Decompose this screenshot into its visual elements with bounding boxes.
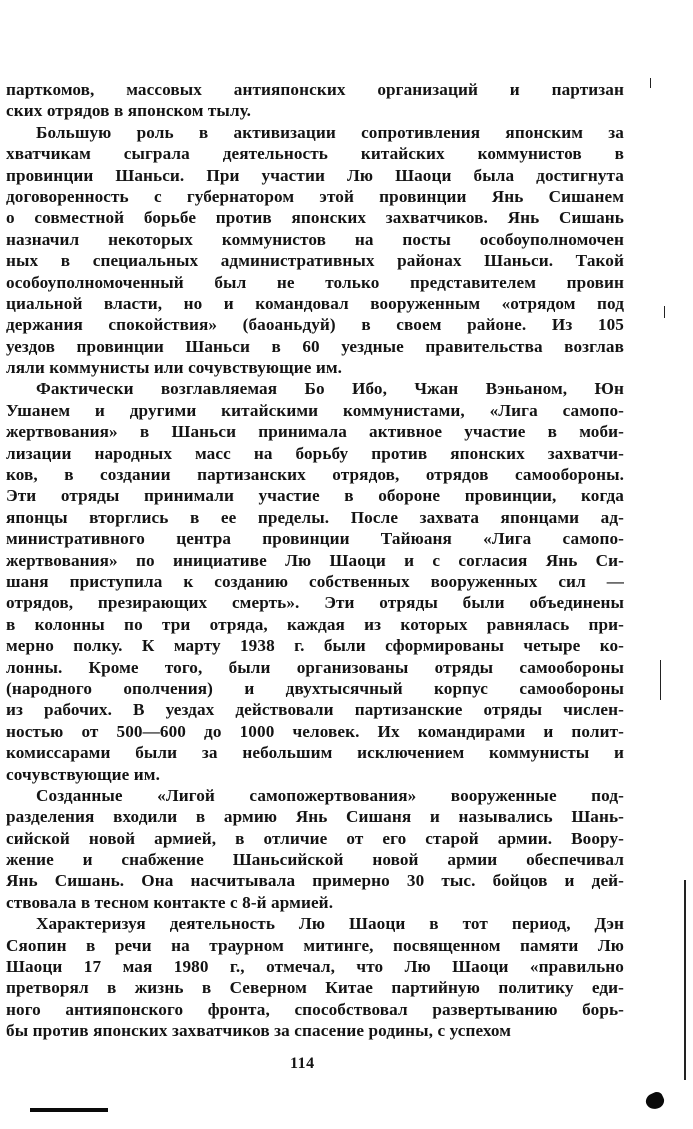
text-line: разделения входили в армию Янь Сишаня и назывались Шань-: [6, 807, 624, 827]
text-line: Эти отряды принимали участие в обороне провинции, когда: [6, 486, 624, 506]
text-line: ного антияпонского фронта, способствовал развертыванию борь-: [6, 999, 624, 1019]
text-line: особоуполномоченный был не только представителем провин: [6, 272, 624, 292]
scan-edge-mark: [650, 78, 651, 88]
text-line: претворял в жизнь в Северном Китае партийную политику еди-: [6, 978, 624, 998]
text-line: хватчикам сыграла деятельность китайских коммунистов в: [6, 144, 624, 164]
text-line: договоренность с губернатором этой провинции Янь Сишанем: [6, 186, 624, 206]
text-line: в колонны по три отряда, каждая из которых равнялась при-: [6, 614, 624, 634]
text-line: ствовала в тесном контакте с 8-й армией.: [6, 892, 334, 912]
text-line: жение и снабжение Шаньсийской новой армии обеспечивал: [6, 850, 624, 870]
text-line: (народного ополчения) и двухтысячный корпус самообороны: [6, 678, 624, 698]
text-line: Янь Сишань. Она насчитывала примерно 30 тыс. бойцов и дей-: [6, 871, 624, 891]
text-line: японцы вторглись в ее пределы. После захвата японцами ад-: [6, 507, 624, 527]
text-line: сийской новой армией, в отличие от его старой армии. Воору-: [6, 828, 624, 848]
text-line: Созданные «Лигой самопожертвования» вооруженные под-: [36, 785, 624, 805]
text-line: ностью от 500—600 до 1000 человек. Их командирами и полит-: [6, 721, 624, 741]
text-line: парткомов, массовых антияпонских организаций и партизан: [6, 80, 624, 99]
text-line: мерно полку. К марту 1938 г. были сформированы четыре ко-: [6, 636, 624, 656]
text-line: ков, в создании партизанских отрядов, отрядов самообороны.: [6, 465, 624, 485]
paragraph: [6, 378, 624, 784]
paragraph: [6, 913, 624, 1041]
scan-artifact-blot: [643, 1090, 666, 1112]
text-line: Сяопин в речи на траурном митинге, посвященном памяти Лю: [6, 935, 624, 955]
text-line: шаня приступила к созданию собственных вооруженных сил —: [6, 571, 624, 591]
scan-edge-mark: [660, 660, 661, 700]
text-line: ляли коммунисты или сочувствующие им.: [6, 358, 343, 378]
scan-edge-mark: [664, 306, 665, 318]
text-line: ских отрядов в японском тылу.: [6, 101, 252, 121]
text-line: о совместной борьбе против японских захватчиков. Янь Сишань: [6, 208, 624, 228]
text-line: лонны. Кроме того, были организованы отряды самообороны: [6, 657, 624, 677]
text-line: министративного центра провинции Тайюаня «Лига самопо-: [6, 529, 624, 549]
text-line: назначил некоторых коммунистов на посты особоуполномочен: [6, 229, 624, 249]
text-line: комиссарами были за небольшим исключением коммунисты и: [6, 743, 624, 763]
text-line: отрядов, презирающих смерть». Эти отряды были объединены: [6, 593, 624, 613]
text-line: держания спокойствия» (баоаньдуй) в своем районе. Из 105: [6, 315, 624, 335]
text-line: циальной власти, но и командовал вооруженным «отрядом под: [6, 293, 624, 313]
page-number: 114: [290, 1055, 315, 1072]
text-line: Фактически возглавляемая Бо Ибо, Чжан Вэньаном, Юн: [36, 379, 624, 399]
text-line: бы против японских захватчиков за спасение родины, с успехом: [6, 1021, 512, 1041]
paragraph: [6, 79, 624, 122]
paragraph: [6, 785, 624, 913]
text-line: Ушанем и другими китайскими коммунистами, «Лига самопо-: [6, 400, 624, 420]
paragraph: [6, 122, 624, 379]
body-text: [6, 79, 624, 1042]
text-line: провинции Шаньси. При участии Лю Шаоци была достигнута: [6, 165, 624, 185]
text-line: лизации народных масс на борьбу против японских захватчи-: [6, 443, 624, 463]
text-line: Шаоци 17 мая 1980 г., отмечал, что Лю Шаоци «правильно: [6, 957, 624, 977]
text-line: жертвования» в Шаньси принимала активное участие в моби-: [6, 422, 624, 442]
text-line: сочувствующие им.: [6, 764, 160, 784]
text-line: жертвования» по инициативе Лю Шаоци и с согласия Янь Си-: [6, 550, 624, 570]
scan-edge-mark: [684, 880, 686, 1080]
text-line: из рабочих. В уездах действовали партизанские отряды числен-: [6, 700, 624, 720]
text-line: ных в специальных административных районах Шаньси. Такой: [6, 251, 624, 271]
text-line: Характеризуя деятельность Лю Шаоци в тот период, Дэн: [36, 914, 624, 934]
text-line: уездов провинции Шаньси в 60 уездные правительства возглав: [6, 336, 624, 356]
scan-artifact-bar: [30, 1108, 108, 1112]
text-line: Большую роль в активизации сопротивления японским за: [36, 122, 624, 142]
